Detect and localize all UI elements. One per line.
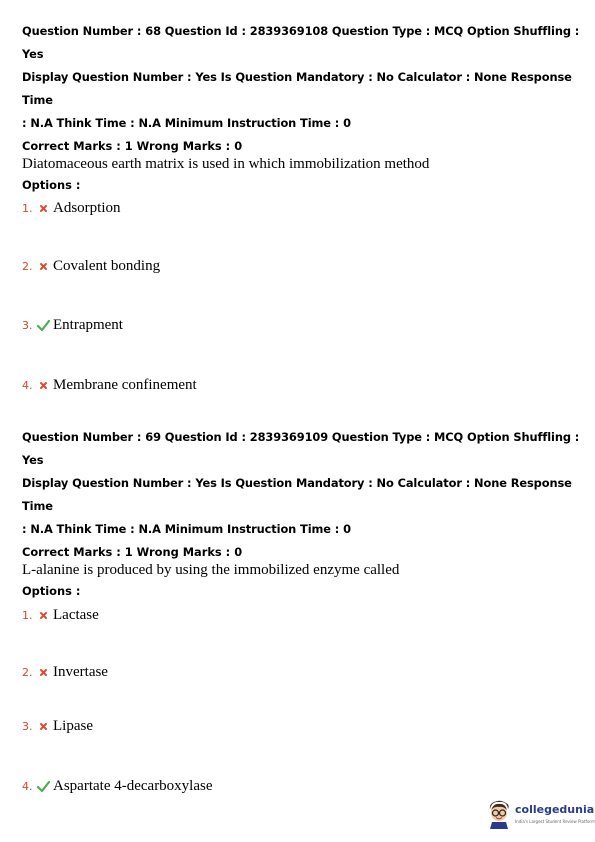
option-text: Invertase — [53, 663, 108, 680]
meta-line: : N.A Think Time : N.A Minimum Instruction Time : 0 — [22, 522, 351, 536]
option-number: 4. — [22, 378, 33, 392]
check-icon — [36, 779, 51, 793]
option-number: 1. — [22, 201, 33, 215]
option-text: Adsorption — [53, 199, 121, 216]
question-meta — [22, 426, 582, 541]
option-text: Lactase — [53, 606, 99, 623]
option-number: 1. — [22, 608, 33, 622]
marks-info: Correct Marks : 1 Wrong Marks : 0 — [22, 545, 243, 559]
option-1[interactable] — [22, 198, 121, 218]
options-label: Options : — [22, 178, 81, 192]
marks-info: Correct Marks : 1 Wrong Marks : 0 — [22, 139, 243, 153]
option-number: 2. — [22, 665, 33, 679]
cross-icon — [36, 201, 51, 215]
option-4[interactable] — [22, 375, 197, 395]
question-block-69 — [22, 426, 582, 794]
meta-line: Display Question Number : Yes Is Question Mandatory : No Calculator : None Response Time — [22, 70, 572, 107]
meta-line: Question Number : 68 Question Id : 2839369108 Question Type : MCQ Option Shuffling : Yes — [22, 24, 580, 61]
mascot-icon — [486, 799, 512, 833]
option-text: Covalent bonding — [53, 257, 161, 274]
option-4[interactable] — [22, 776, 213, 796]
cross-icon — [36, 665, 51, 679]
question-meta — [22, 20, 582, 135]
option-number: 2. — [22, 259, 33, 273]
option-3[interactable] — [22, 716, 93, 736]
meta-line: Display Question Number : Yes Is Question Mandatory : No Calculator : None Response Time — [22, 476, 572, 513]
question-block-68 — [22, 20, 582, 393]
question-text: Diatomaceous earth matrix is used in which immobilization method — [22, 156, 430, 172]
collegedunia-logo — [486, 799, 595, 833]
option-text: Lipase — [53, 717, 93, 734]
meta-line: Question Number : 69 Question Id : 2839369109 Question Type : MCQ Option Shuffling : Yes — [22, 430, 580, 467]
logo-wordmark — [515, 804, 595, 828]
cross-icon — [36, 608, 51, 622]
option-number: 3. — [22, 719, 33, 733]
option-3[interactable] — [22, 315, 123, 335]
option-number: 4. — [22, 779, 33, 793]
option-1[interactable] — [22, 605, 99, 625]
option-2[interactable] — [22, 662, 108, 682]
question-text: L-alanine is produced by using the immobilized enzyme called — [22, 562, 400, 578]
meta-line: : N.A Think Time : N.A Minimum Instruction Time : 0 — [22, 116, 351, 130]
check-icon — [36, 318, 51, 332]
option-text: Membrane confinement — [53, 376, 197, 393]
logo-name: collegedunia — [515, 803, 595, 816]
options-label: Options : — [22, 584, 81, 598]
option-number: 3. — [22, 318, 33, 332]
option-2[interactable] — [22, 256, 160, 276]
cross-icon — [36, 719, 51, 733]
cross-icon — [36, 378, 51, 392]
logo-tagline: India's Largest Student Review Platform — [515, 819, 595, 824]
option-text: Entrapment — [53, 316, 123, 333]
option-text: Aspartate 4-decarboxylase — [53, 777, 213, 794]
cross-icon — [36, 259, 51, 273]
